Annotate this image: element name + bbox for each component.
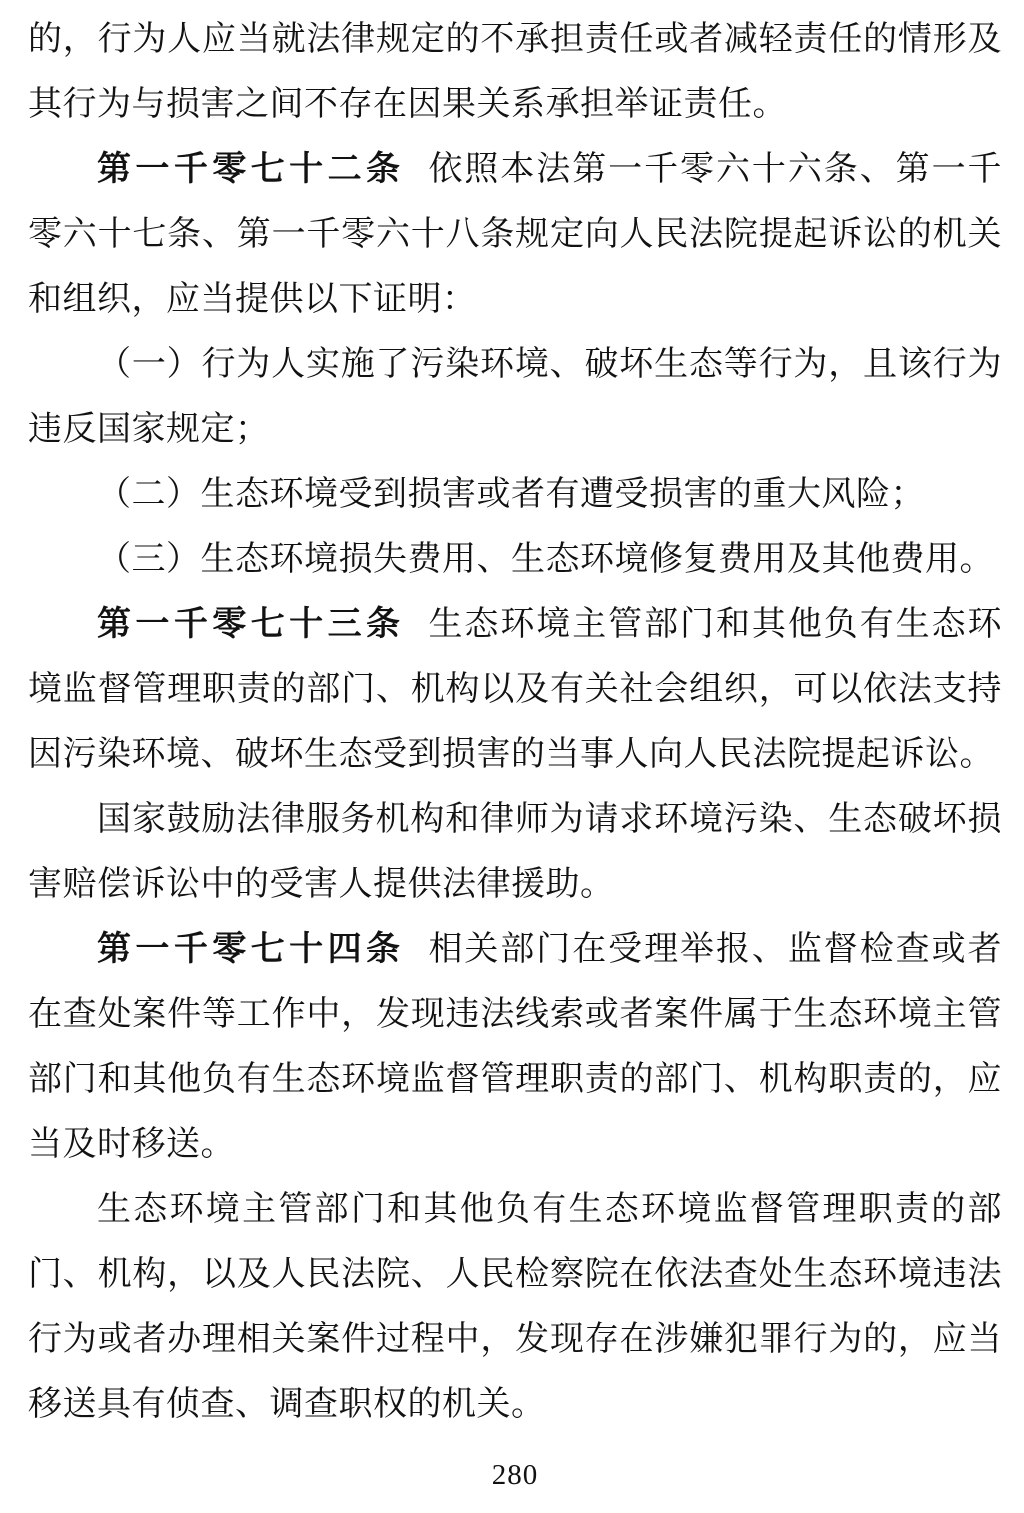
list-item-1: [28, 332, 1002, 462]
article-1074-paragraph: [28, 917, 1002, 1177]
article-1073-text: 生态环境主管部门和其他负有生态环境监督管理职责的部门、机构以及有关社会组织，可以依法支持因污染环境、破坏生态受到损害的当事人向人民法院提起诉讼。: [28, 606, 1003, 773]
case-transfer-text: 生态环境主管部门和其他负有生态环境监督管理职责的部门、机构，以及人民法院、人民检察院在依法查处生态环境违法行为或者办理相关案件过程中，发现存在涉嫌犯罪行为的，应当移送具有侦查、调查职权的机关。: [28, 1191, 1002, 1423]
list-item-2: [28, 462, 1002, 527]
article-1073-paragraph: [28, 592, 1002, 787]
paragraph-text: 的，行为人应当就法律规定的不承担责任或者减轻责任的情形及其行为与损害之间不存在因果关系承担举证责任。: [28, 21, 1002, 123]
list-item-3-text: （三）生态环境损失费用、生态环境修复费用及其他费用。: [97, 541, 994, 578]
article-1072-paragraph: [28, 137, 1002, 332]
page-number: 280: [491, 1459, 539, 1491]
case-transfer-paragraph: [28, 1177, 1002, 1437]
legal-aid-text: 国家鼓励法律服务机构和律师为请求环境污染、生态破坏损害赔偿诉讼中的受害人提供法律援助。: [28, 801, 1002, 903]
list-item-3: [28, 527, 1002, 592]
article-1074-text: 相关部门在受理举报、监督检查或者在查处案件等工作中，发现违法线索或者案件属于生态环境主管部门和其他负有生态环境监督管理职责的部门、机构职责的，应当及时移送。: [28, 931, 1003, 1163]
list-item-1-text: （一）行为人实施了污染环境、破坏生态等行为，且该行为违反国家规定；: [28, 346, 1002, 448]
article-1072-text: 依照本法第一千零六十六条、第一千零六十七条、第一千零六十八条规定向人民法院提起诉讼的机关和组织，应当提供以下证明：: [28, 151, 1003, 318]
list-item-2-text: （二）生态环境受到损害或者有遭受损害的重大风险；: [97, 476, 925, 513]
article-1074-number: 第一千零七十四条: [97, 930, 405, 968]
article-1072-number: 第一千零七十二条: [97, 150, 405, 188]
legal-aid-paragraph: [28, 787, 1002, 917]
article-1073-number: 第一千零七十三条: [97, 605, 405, 643]
continuation-paragraph: [28, 7, 1002, 137]
